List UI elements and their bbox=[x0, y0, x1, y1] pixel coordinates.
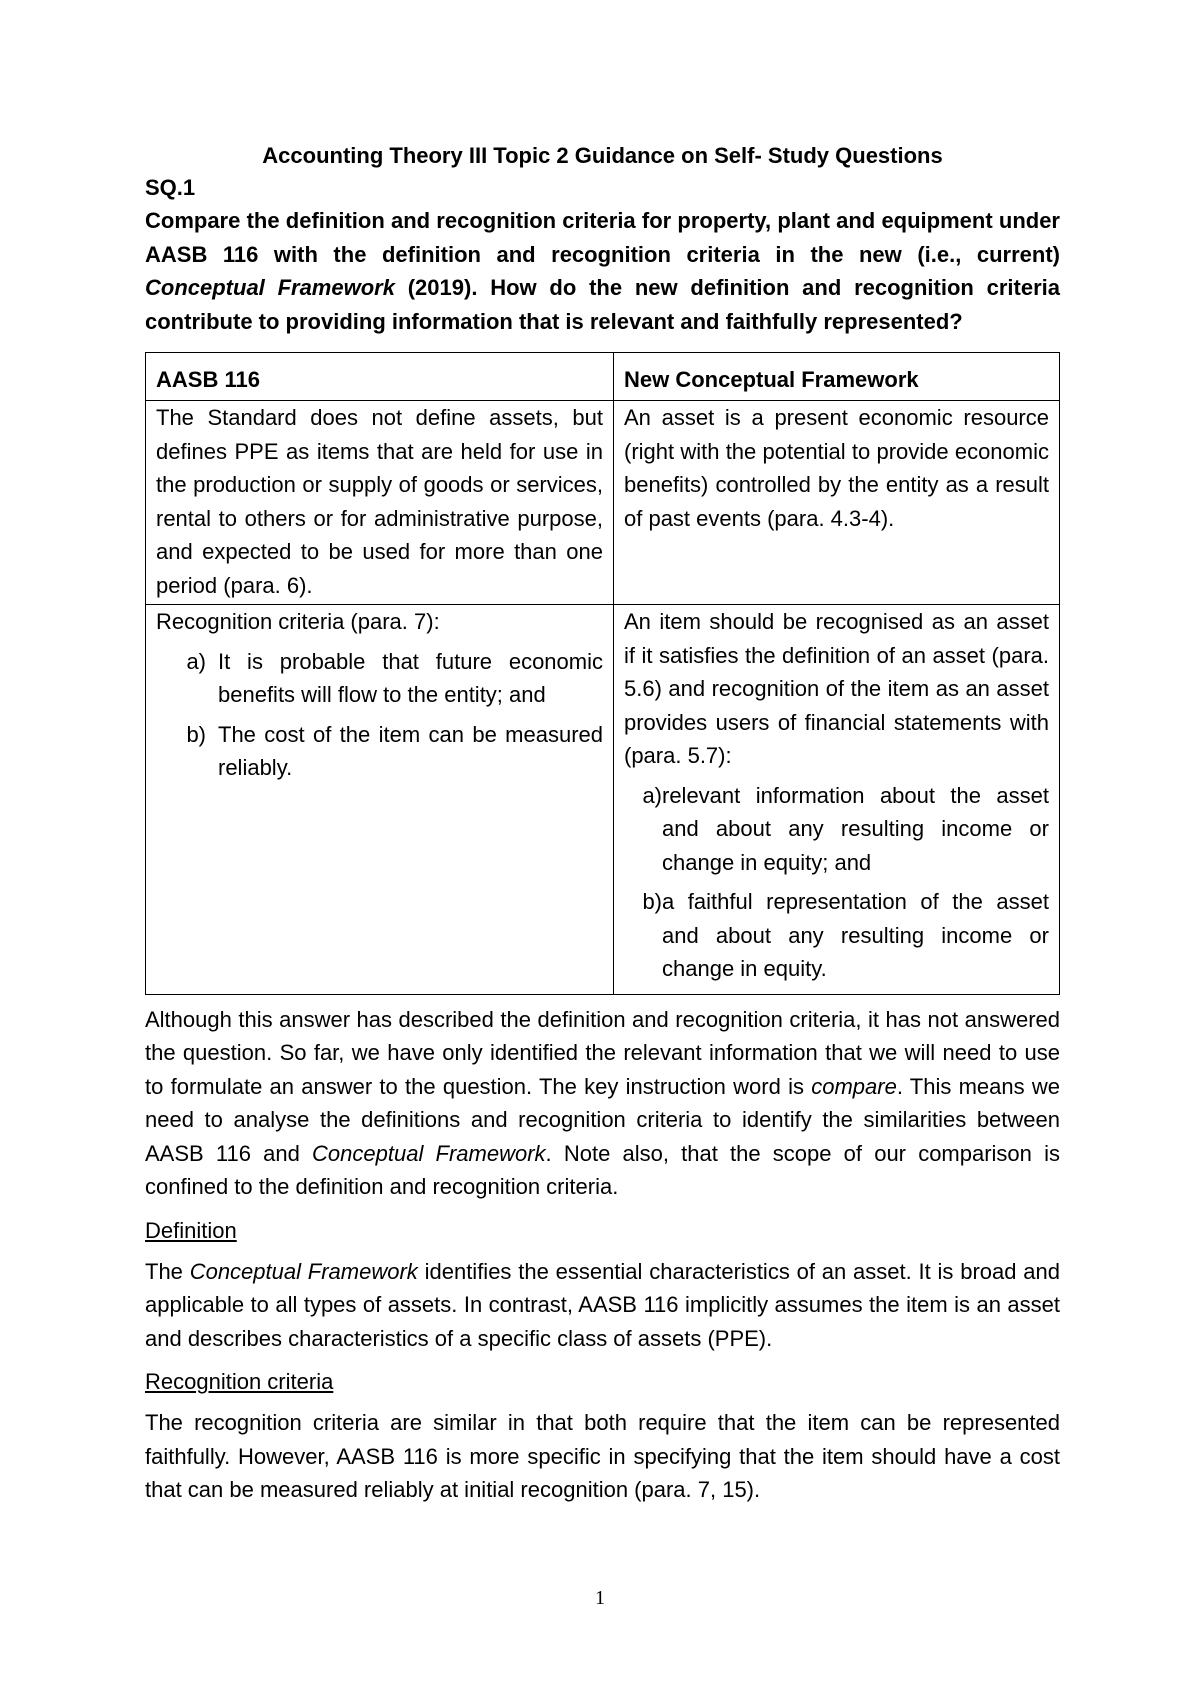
cell-aasb116-definition: The Standard does not define assets, but defines PPE as items that are held for use in the production or supply of goods or services, rental to others or for administrative purpose, and expected to be used for more than one period (para. 6). bbox=[146, 401, 614, 605]
list-label: b) bbox=[186, 721, 206, 747]
aasb116-criteria-list bbox=[156, 645, 603, 785]
recognition-paragraph: The recognition criteria are similar in that both require that the item can be represented faithfully. However, AASB 116 is more specific in specifying that the item should have a cost that can be measured reliably at initial recognition (para. 7, 15). bbox=[145, 1410, 1060, 1502]
cell-framework-recognition bbox=[614, 605, 1060, 995]
comparison-table bbox=[145, 352, 1060, 995]
cell-aasb116-recognition bbox=[146, 605, 614, 995]
para1-italic-1: compare bbox=[811, 1073, 897, 1099]
definition-italic: Conceptual Framework bbox=[189, 1258, 418, 1284]
para1-text-3: . Note also, that the scope of our comparison is confined to the definition and recognition criteria. bbox=[145, 1140, 1060, 1199]
table-row-recognition bbox=[146, 605, 1060, 995]
list-text: It is probable that future economic benefits will flow to the entity; and bbox=[218, 648, 603, 707]
table-row-definition bbox=[146, 401, 1060, 605]
list-item bbox=[624, 885, 1049, 986]
table-header-row bbox=[146, 353, 1060, 401]
list-label: b) bbox=[642, 889, 662, 914]
aasb116-recognition-intro: Recognition criteria (para. 7): bbox=[156, 609, 440, 634]
page-number: 1 bbox=[595, 1587, 605, 1609]
document-page bbox=[145, 140, 1060, 1507]
list-text: a faithful representation of the asset and about any resulting income or change in equity. bbox=[662, 889, 1049, 981]
definition-text-2: identifies the essential characteristics of an asset. It is broad and applicable to all types of assets. In contrast, AASB 116 implicitly assumes the item is an asset and describes characteristics of a specific class of assets (PPE). bbox=[145, 1258, 1060, 1351]
question-part-2: (2019). How do the new definition and recognition criteria contribute to providing information that is relevant and faithfully represented? bbox=[145, 275, 1060, 334]
framework-recognition-intro: An item should be recognised as an asset if it satisfies the definition of an asset (para. 5.6) and recognition of the item as an asset provides users of financial statements with (para. 5.7): bbox=[624, 609, 1049, 768]
list-item bbox=[624, 779, 1049, 880]
header-conceptual-framework: New Conceptual Framework bbox=[614, 353, 1060, 401]
definition-heading: Definition bbox=[145, 1217, 237, 1243]
list-item bbox=[156, 645, 603, 712]
discussion-paragraph bbox=[145, 1003, 1060, 1204]
header-aasb116: AASB 116 bbox=[146, 353, 614, 401]
recognition-heading: Recognition criteria bbox=[145, 1369, 334, 1394]
definition-text-1: The bbox=[145, 1258, 190, 1284]
document-title: Accounting Theory III Topic 2 Guidance on Self- Study Questions bbox=[262, 143, 943, 168]
list-item bbox=[156, 718, 603, 785]
question-id: SQ.1 bbox=[145, 175, 196, 200]
para1-text-1: Although this answer has described the definition and recognition criteria, it has not answered the question. So far, we have only identified the relevant information that we will need to use to formulate an answer to the question. The key instruction word is bbox=[145, 1006, 1060, 1099]
definition-paragraph bbox=[145, 1255, 1060, 1356]
list-label: a) bbox=[186, 648, 206, 674]
question-italic: Conceptual Framework bbox=[145, 275, 395, 300]
para1-italic-2: Conceptual Framework bbox=[312, 1140, 546, 1166]
cell-framework-definition: An asset is a present economic resource (right with the potential to provide economic benefits) controlled by the entity as a result of past events (para. 4.3-4). bbox=[614, 401, 1060, 605]
list-text: The cost of the item can be measured reliably. bbox=[218, 721, 603, 780]
para1-text-2: . This means we need to analyse the definitions and recognition criteria to identify the similarities between AASB 116 and bbox=[145, 1073, 1060, 1166]
question-text bbox=[145, 204, 1060, 338]
framework-criteria-list bbox=[624, 779, 1049, 986]
list-text: relevant information about the asset and about any resulting income or change in equity; and bbox=[662, 782, 1049, 875]
question-part-1: Compare the definition and recognition criteria for property, plant and equipment under AASB 116 with the definition and recognition criteria in the new (i.e., current) bbox=[145, 208, 1060, 267]
list-label: a) bbox=[642, 782, 662, 808]
